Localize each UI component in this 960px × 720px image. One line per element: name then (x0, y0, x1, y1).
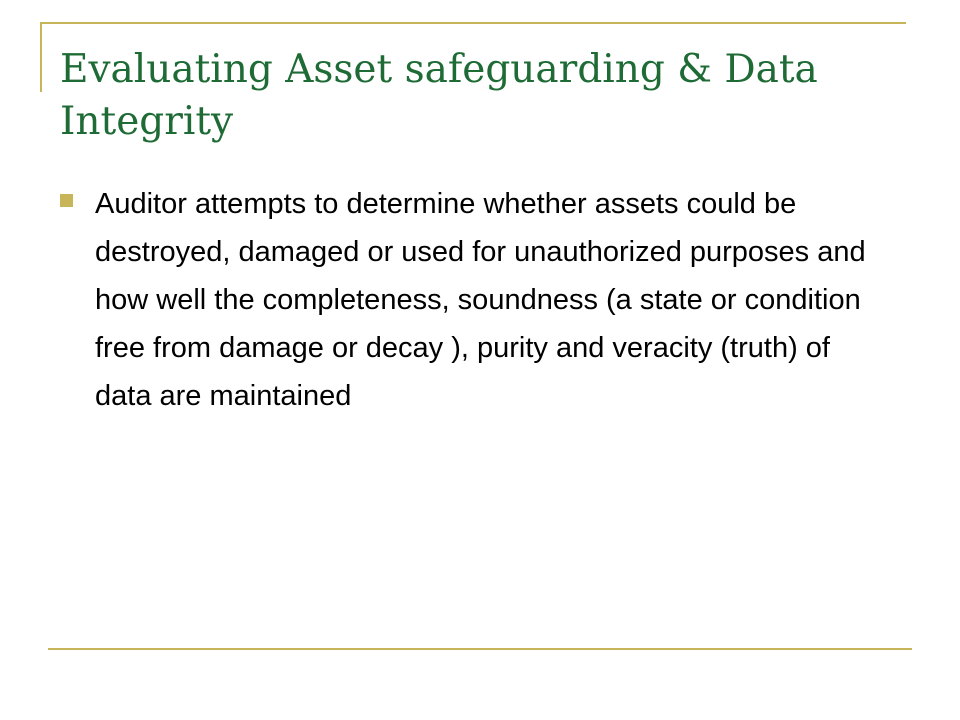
slide-body (60, 180, 900, 420)
square-bullet-icon (60, 194, 73, 207)
slide-title: Evaluating Asset safeguarding & Data Integrity (60, 47, 818, 144)
top-divider (40, 22, 906, 24)
left-divider (40, 22, 42, 92)
bullet-text: Auditor attempts to determine whether assets could be destroyed, damaged or used for unauthorized purposes and how well the completeness, soundness (a state or condition free from damage or decay ), purity and veracity (truth) of data are maintained (95, 188, 866, 412)
bullet-item (60, 180, 900, 420)
bottom-divider (48, 648, 912, 650)
